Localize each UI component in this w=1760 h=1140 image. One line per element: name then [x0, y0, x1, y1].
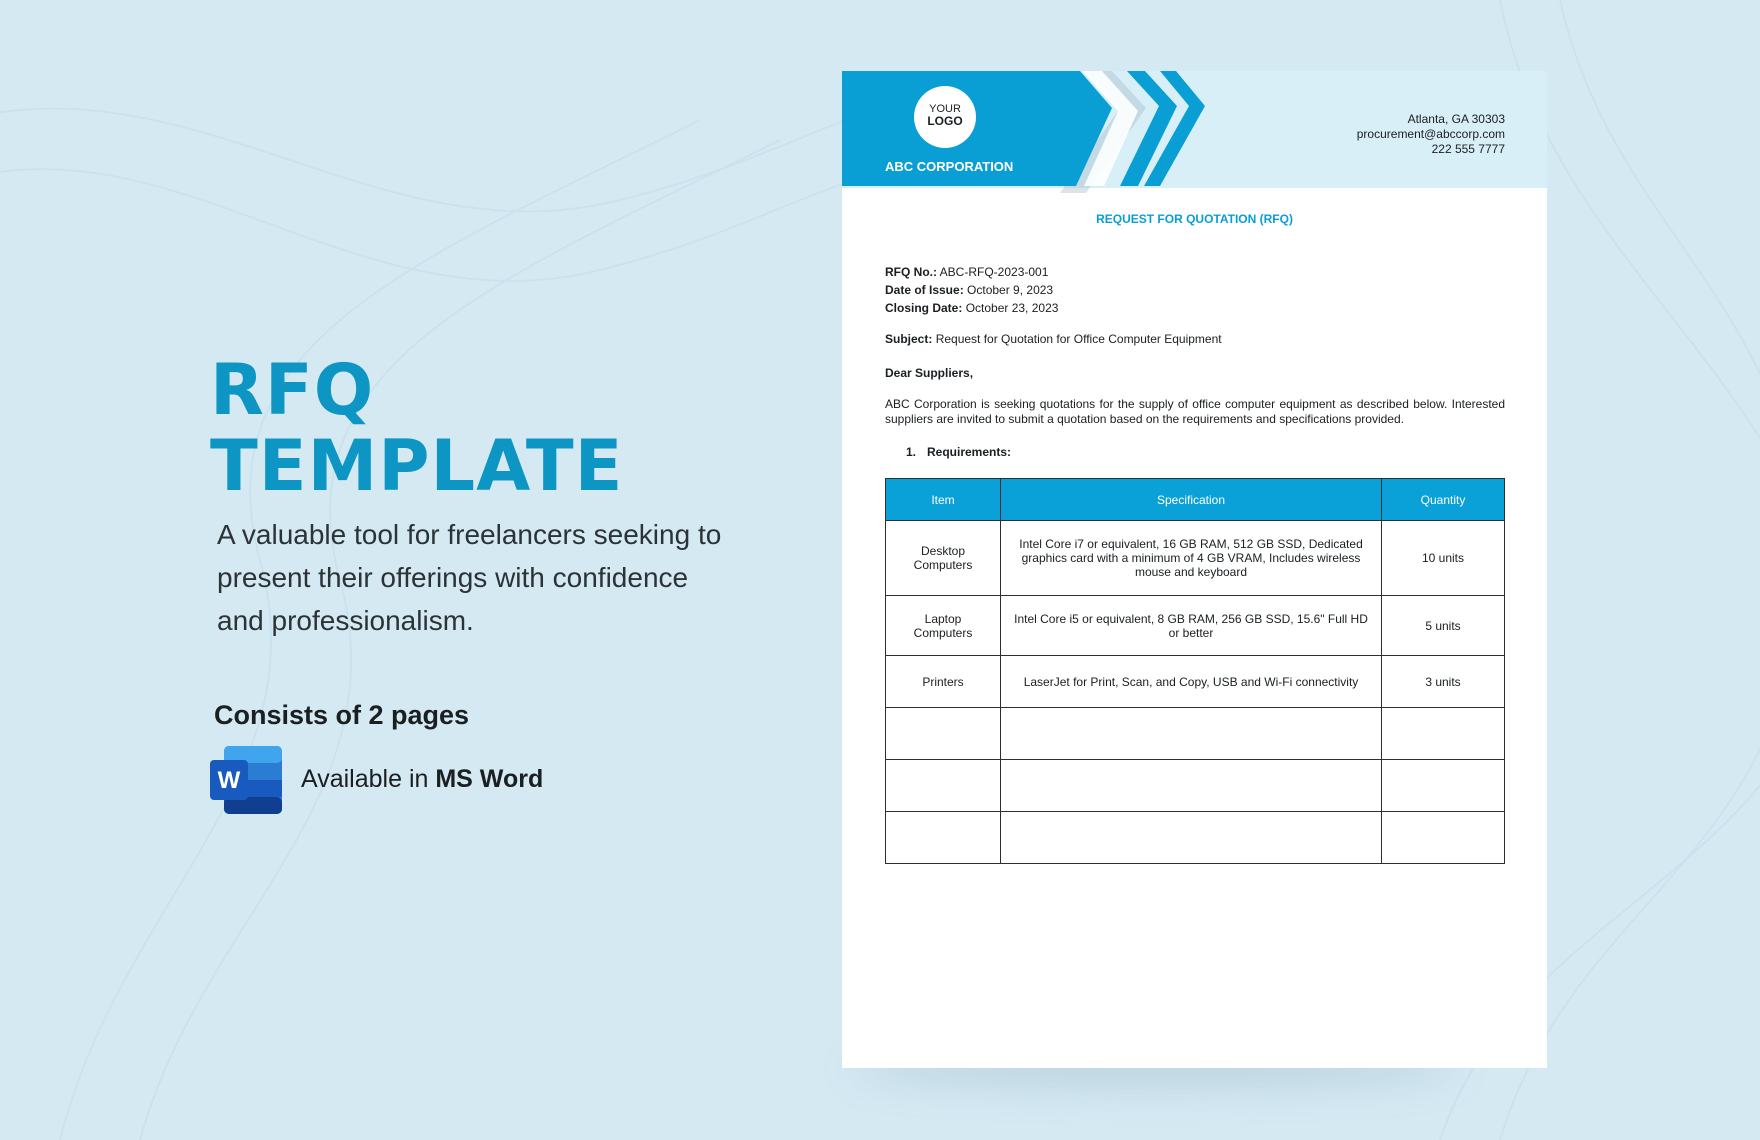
availability-note: [301, 765, 543, 794]
contact-email: procurement@abccorp.com: [1356, 127, 1505, 141]
cell-qty: [1382, 760, 1505, 812]
meta-rfq-no: [885, 263, 1058, 281]
meta-date-of-issue: [885, 281, 1058, 299]
ms-word-icon: [210, 746, 282, 814]
table-row: [886, 812, 1505, 864]
promo-title-line2: TEMPLATE: [210, 425, 624, 507]
cell-item: [886, 812, 1001, 864]
meta-value: October 23, 2023: [965, 301, 1059, 315]
intro-paragraph: ABC Corporation is seeking quotations for the supply of office computer equipment as described below. Interested suppliers are invited to submit a quotation based on the requirements and specifications provided.: [885, 397, 1505, 426]
meta-closing-date: [885, 299, 1058, 317]
contact-address: Atlanta, GA 30303: [1407, 112, 1505, 126]
meta-value: October 9, 2023: [967, 283, 1054, 297]
section-number: 1.: [906, 445, 917, 459]
cell-qty: 10 units: [1382, 521, 1505, 596]
promo-title-line1: RFQ: [210, 349, 375, 431]
table-header-row: [886, 479, 1505, 521]
document-page: [842, 71, 1547, 1068]
table-row: [886, 708, 1505, 760]
cell-item: Printers: [886, 656, 1001, 708]
section-title: Requirements:: [927, 445, 1012, 459]
table-row: [886, 760, 1505, 812]
table-row: [886, 521, 1505, 596]
requirements-table: [885, 478, 1505, 864]
promo-description: A valuable tool for freelancers seeking to present their offerings with confidence and professionalism.: [217, 519, 722, 636]
table-row: [886, 596, 1505, 656]
cell-item: [886, 760, 1001, 812]
cell-spec: Intel Core i7 or equivalent, 16 GB RAM, 512 GB SSD, Dedicated graphics card with a minimum of 4 GB VRAM, Includes wireless mouse and keyboard: [1001, 521, 1382, 596]
cell-item: Desktop Computers: [886, 521, 1001, 596]
salutation: Dear Suppliers,: [885, 366, 974, 380]
cell-qty: [1382, 708, 1505, 760]
meta-label: Closing Date:: [885, 301, 963, 315]
meta-label: Date of Issue:: [885, 283, 964, 297]
logo-line1: YOUR: [929, 103, 961, 115]
logo-line2: LOGO: [927, 114, 963, 128]
header-quantity: Quantity: [1382, 479, 1505, 521]
cell-spec: [1001, 708, 1382, 760]
header-item: Item: [886, 479, 1001, 521]
contact-phone: 222 555 7777: [1431, 142, 1505, 156]
cell-spec: Intel Core i5 or equivalent, 8 GB RAM, 256 GB SSD, 15.6" Full HD or better: [1001, 596, 1382, 656]
promo-title: [210, 349, 624, 507]
cell-qty: 5 units: [1382, 596, 1505, 656]
document-title: REQUEST FOR QUOTATION (RFQ): [1096, 212, 1293, 226]
section-heading: [906, 445, 1011, 459]
cell-item: Laptop Computers: [886, 596, 1001, 656]
cell-item: [886, 708, 1001, 760]
cell-spec: [1001, 760, 1382, 812]
meta-label: RFQ No.:: [885, 265, 937, 279]
svg-text:W: W: [217, 767, 241, 794]
meta-value: ABC-RFQ-2023-001: [939, 265, 1049, 279]
subject-label: Subject:: [885, 332, 933, 346]
company-name: ABC CORPORATION: [885, 159, 1014, 174]
company-logo: [914, 86, 976, 148]
rfq-meta: [885, 263, 1058, 317]
subject-line: [885, 332, 1222, 346]
header-specification: Specification: [1001, 479, 1382, 521]
cell-spec: LaserJet for Print, Scan, and Copy, USB and Wi-Fi connectivity: [1001, 656, 1382, 708]
subject-value: Request for Quotation for Office Computer Equipment: [935, 332, 1222, 346]
availability-app: MS Word: [435, 765, 544, 793]
contact-block: [1357, 112, 1505, 157]
table-row: [886, 656, 1505, 708]
cell-qty: 3 units: [1382, 656, 1505, 708]
availability-prefix: Available in: [301, 765, 436, 793]
cell-spec: [1001, 812, 1382, 864]
pages-note: Consists of 2 pages: [214, 700, 470, 730]
cell-qty: [1382, 812, 1505, 864]
